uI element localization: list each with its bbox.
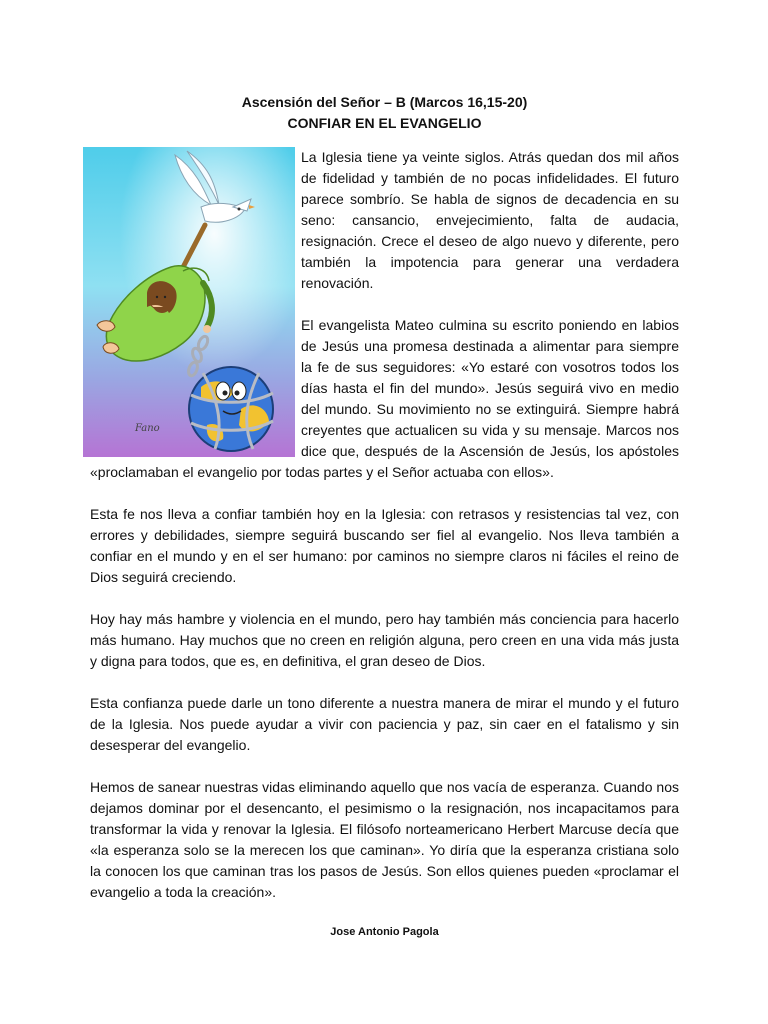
paragraph-3: Esta fe nos lleva a confiar también hoy en la Iglesia: con retrasos y resistencias tal vez, con errores y debilidades, siempre seguirá buscando ser fiel al evangelio. Nos lleva también a confiar en el mundo y en el ser humano: por caminos no siempre claros ni fáciles el reino de Dios seguirá creciendo. xyxy=(90,506,679,585)
paragraph-6: Hemos de sanear nuestras vidas eliminando aquello que nos vacía de esperanza. Cuando nos dejamos dominar por el desencanto, el pesimismo o la resignación, nos incapacitamos para transformar la vida y renovar la Iglesia. El filósofo norteamericano Herbert Marcuse decía que «la esperanza solo se la merecen los que caminan». Yo diría que la esperanza cristiana solo la conocen los que caminan tras los pasos de Jesús. Son ellos quienes pueden «proclamar el evangelio a toda la creación». xyxy=(90,779,679,900)
author-signature: Jose Antonio Pagola xyxy=(330,926,439,938)
globe-icon xyxy=(189,367,273,451)
document-subtitle: CONFIAR EN EL EVANGELIO xyxy=(287,115,482,131)
ascension-illustration xyxy=(83,147,295,457)
document-page xyxy=(90,92,679,940)
paragraph-4: Hoy hay más hambre y violencia en el mundo, pero hay también más conciencia para hacerlo más humano. Hay muchos que no creen en religión alguna, pero creen en una vida más justa y digna para todos, que es, en definitiva, el gran deseo de Dios. xyxy=(90,611,679,669)
paragraph-2: El evangelista Mateo culmina su escrito poniendo en labios de Jesús una promesa destinada a alimentar para siempre la fe de sus seguidores: «Yo estaré con vosotros todos los días hasta el fin del mundo». Jesús seguirá vivo en medio del mundo. Su movimiento no se extinguirá. Siempre habrá creyentes que actualicen su vida y su mensaje. Marcos nos dice que, después de la Ascensión de Jesús, los apóstoles «proclamaban el evangelio por todas partes y el Señor actuaba con ellos». xyxy=(90,317,679,480)
document-title: Ascensión del Señor – B (Marcos 16,15-20) xyxy=(241,94,528,110)
title-block xyxy=(90,92,679,134)
illustration-svg xyxy=(83,147,295,457)
paragraph-1: La Iglesia tiene ya veinte siglos. Atrás quedan dos mil años de fidelidad y también de no pocas infidelidades. El futuro parece sombrío. Se habla de signos de decadencia en su seno: cansancio, envejecimiento, falta de audacia, resignación. Crece el deseo de algo nuevo y diferente, pero también la impotencia para generar una verdadera renovación. xyxy=(301,149,679,291)
illustration-signature: Fano xyxy=(135,423,160,434)
paragraph-5: Esta confianza puede darle un tono diferente a nuestra manera de mirar el mundo y el futuro de la Iglesia. Nos puede ayudar a vivir con paciencia y paz, sin caer en el fatalismo y sin desesperar del evangelio. xyxy=(90,695,679,753)
